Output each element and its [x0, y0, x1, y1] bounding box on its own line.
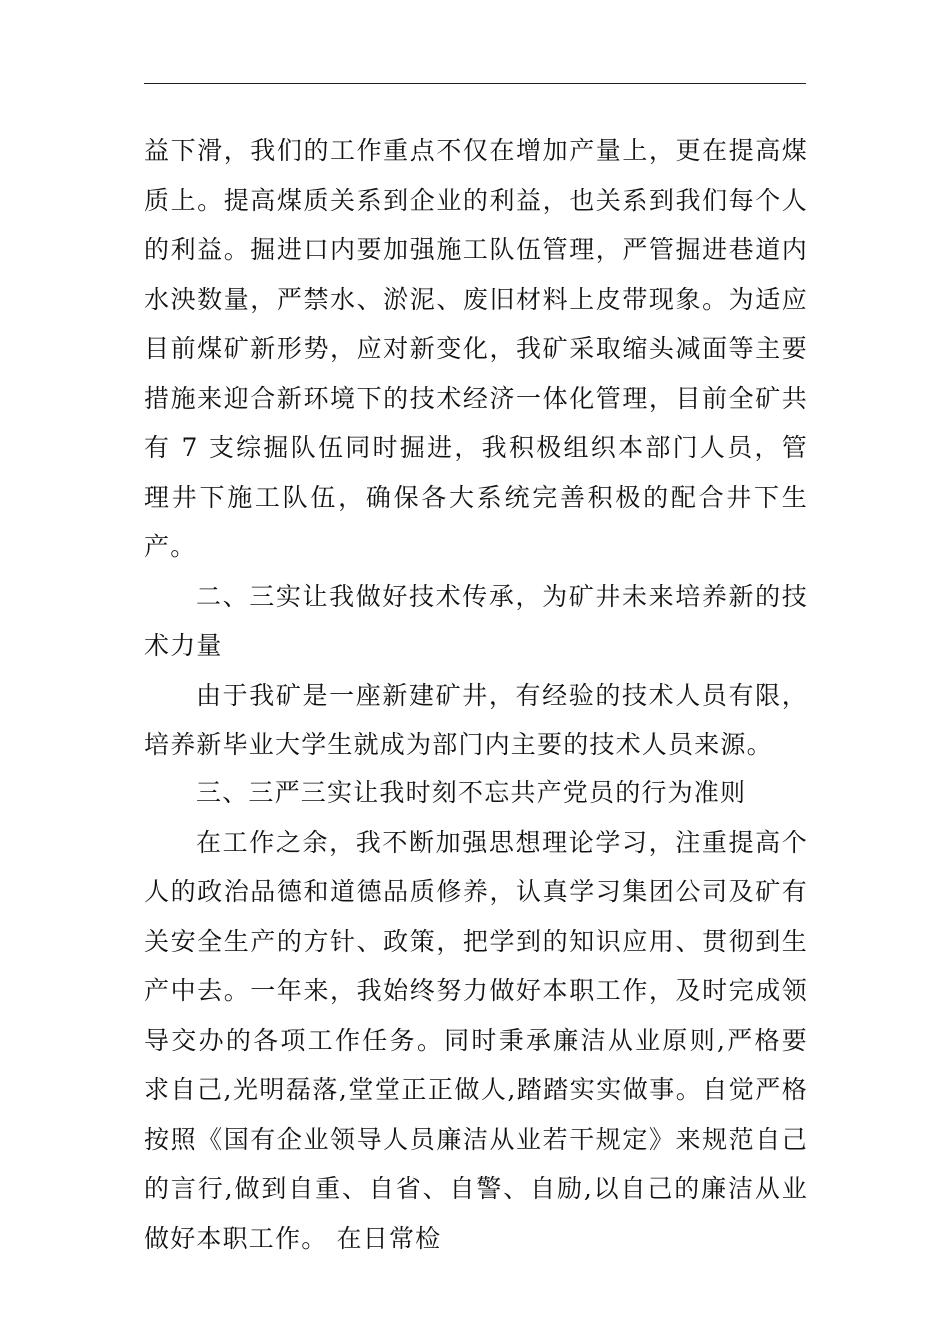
paragraph-body-1: 益下滑，我们的工作重点不仅在增加产量上，更在提高煤质上。提高煤质关系到企业的利益，也关系到我们每个人的利益。掘进口内要加强施工队伍管理，严管掘进巷道内水泱数量，严禁水、淤泥、废旧材料上皮带现象。为适应目前煤矿新形势，应对新变化，我矿采取缩头减面等主要措施来迎合新环境下的技术经济一体化管理，目前全矿共有 7 支综掘队伍同时掘进，我积极组织本部门人员，管理井下施工队伍，确保各大系统完善积极的配合井下生产。 [144, 136, 808, 561]
section-heading-3: 三、三严三实让我时刻不忘共产党员的行为准则 [196, 778, 747, 807]
document-body-bottom [144, 768, 808, 1263]
paragraph-body-2: 由于我矿是一座新建矿井，有经验的技术人员有限，培养新毕业大学生就成为部门内主要的技术人员来源。 [144, 680, 808, 759]
section-heading-2: 二、三实让我做好技术传承，为矿井未来培养新的技术力量 [144, 581, 808, 660]
header-rule [144, 83, 806, 84]
paragraph-body-3: 在工作之余，我不断加强思想理论学习，注重提高个人的政治品德和道德品质修养，认真学习集团公司及矿有关安全生产的方针、政策，把学到的知识应用、贯彻到生产中去。一年来，我始终努力做好本职工作，及时完成领导交办的各项工作任务。同时秉承廉洁从业原则,严格要求自己,光明磊落,堂堂正正做人,踏踏实实做事。自觉严格按照《国有企业领导人员廉洁从业若干规定》来规范自己的言行,做到自重、自省、自警、自励,以自己的廉洁从业做好本职工作。 在日常检 [144, 827, 808, 1253]
document-body-top [144, 126, 808, 770]
